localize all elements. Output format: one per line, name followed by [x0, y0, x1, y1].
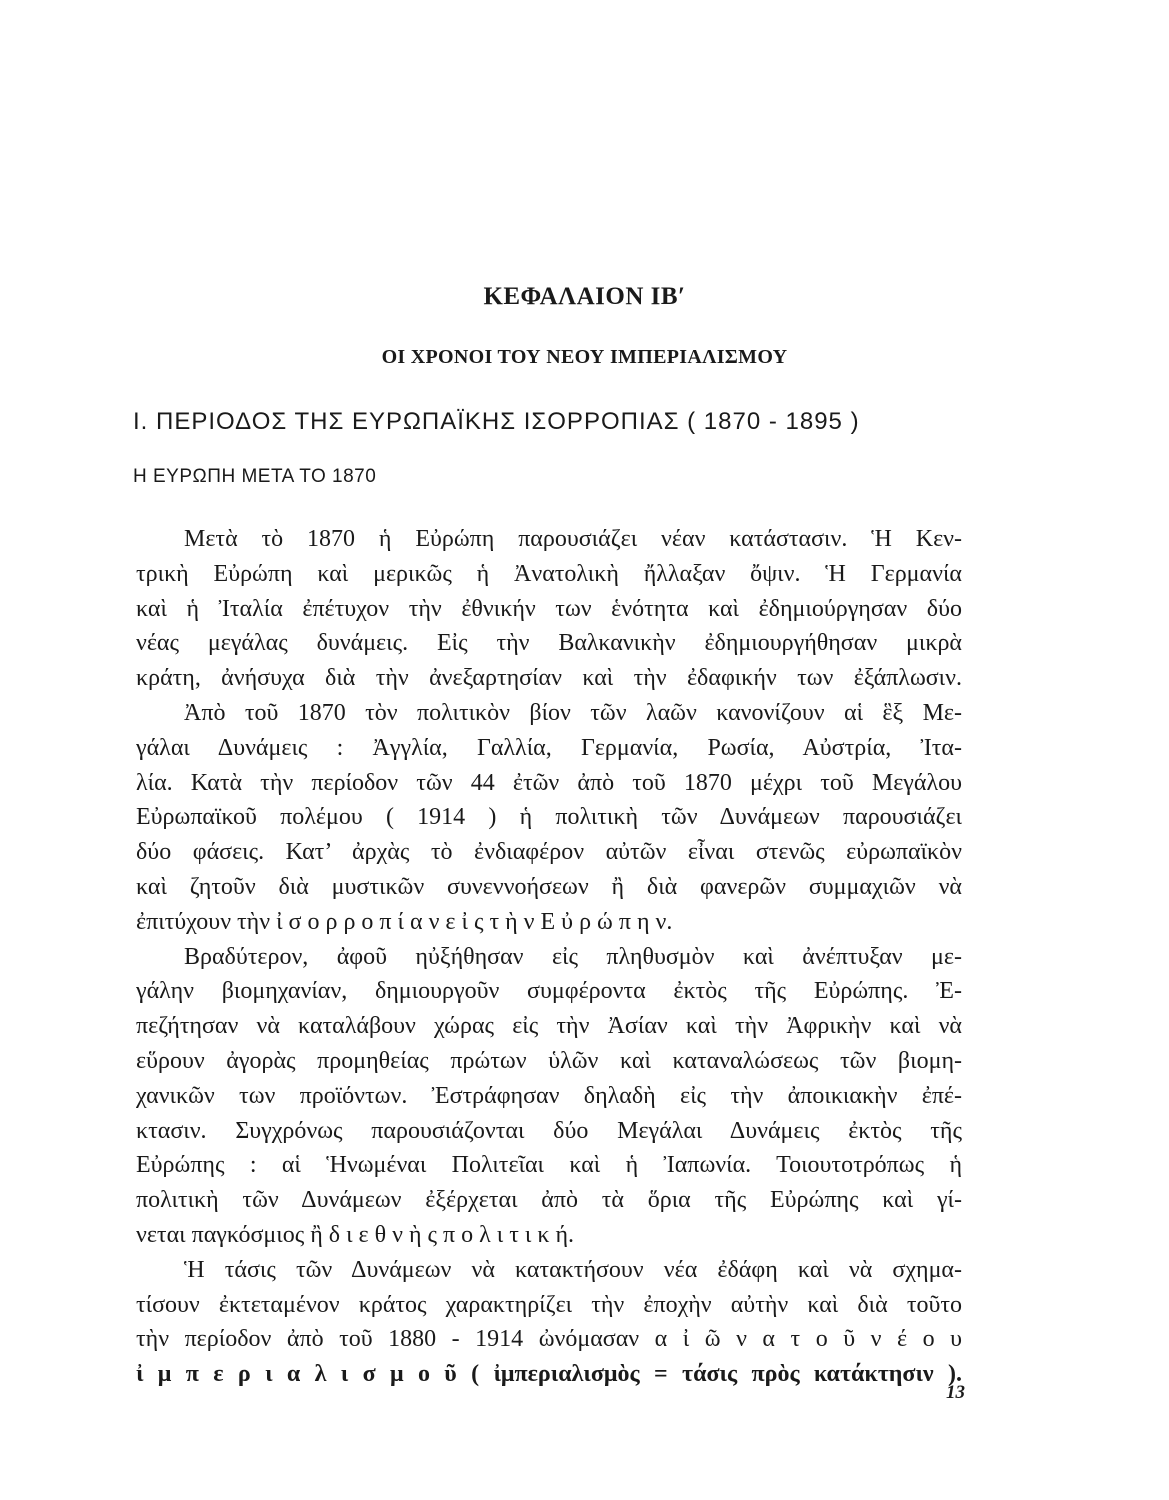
subsection-title: Η ΕΥΡΩΠΗ ΜΕΤΑ ΤΟ 1870: [133, 466, 377, 487]
page-number: 13: [946, 1382, 965, 1403]
text-line: πολιτικὴ τῶν Δυνάμεων ἐξέρχεται ἀπὸ τὰ ὅρια τῆς Εὐρώπης καὶ γί-: [136, 1187, 962, 1214]
text-line: Ἡ τάσις τῶν Δυνάμεων νὰ κατακτήσουν νέα ἐδάφη καὶ νὰ σχημα-: [184, 1256, 962, 1283]
text-line: γάλαι Δυνάμεις : Ἀγγλία, Γαλλία, Γερμανία, Ρωσία, Αὐστρία, Ἰτα-: [136, 734, 962, 761]
text-line: καὶ ἡ Ἰταλία ἐπέτυχον τὴν ἐθνικήν των ἑνότητα καὶ ἐδημιούργησαν δύο: [136, 595, 962, 622]
chapter-title: ΚΕΦΑΛΑΙΟΝ ΙΒ′: [483, 283, 686, 310]
text-line: τρικὴ Εὐρώπη καὶ μερικῶς ἡ Ἀνατολικὴ ἤλλαξαν ὄψιν. Ἡ Γερμανία: [136, 560, 962, 587]
body-text: [136, 522, 962, 1392]
text-line: καὶ ζητοῦν διὰ μυστικῶν συνεννοήσεων ἢ διὰ φανερῶν συμμαχιῶν νὰ: [136, 873, 962, 900]
text-line: τίσουν ἐκτεταμένον κράτος χαρακτηρίζει τὴν ἐποχὴν αὐτὴν καὶ διὰ τοῦτο: [136, 1291, 962, 1318]
text-line: εὕρουν ἀγορὰς προμηθείας πρώτων ὑλῶν καὶ καταναλώσεως τῶν βιομη-: [136, 1047, 962, 1074]
text-line: τὴν περίοδον ἀπὸ τοῦ 1880 - 1914 ὠνόμασαν α ἰ ῶ ν α τ ο ῦ ν έ ο υ: [136, 1326, 962, 1353]
text-line: πεζήτησαν νὰ καταλάβουν χώρας εἰς τὴν Ἀσίαν καὶ τὴν Ἀφρικὴν καὶ νὰ: [136, 1013, 962, 1040]
chapter-subtitle: ΟΙ ΧΡΟΝΟΙ ΤΟΥ ΝΕΟΥ ΙΜΠΕΡΙΑΛΙΣΜΟΥ: [381, 346, 788, 368]
text-line: νεται παγκόσμιος ἢ δ ι ε θ ν ὴ ς π ο λ ι τ ι κ ή.: [136, 1221, 574, 1248]
text-line: Μετὰ τὸ 1870 ἡ Εὐρώπη παρουσιάζει νέαν κατάστασιν. Ἡ Κεν-: [184, 526, 962, 552]
text-line: Εὐρώπης : αἱ Ἡνωμέναι Πολιτεῖαι καὶ ἡ Ἰαπωνία. Τοιουτοτρόπως ἡ: [136, 1152, 962, 1179]
section-title: Ι. ΠΕΡΙΟΔΟΣ ΤΗΣ ΕΥΡΩΠΑΪΚΗΣ ΙΣΟΡΡΟΠΙΑΣ ( 1870 - 1895 ): [133, 408, 860, 435]
text-line: κτασιν. Συγχρόνως παρουσιάζονται δύο Μεγάλαι Δυνάμεις ἐκτὸς τῆς: [136, 1117, 962, 1144]
text-line: ἐπιτύχουν τὴν ἰ σ ο ρ ρ ο π ί α ν ε ἰ ς τ ὴ ν Ε ὐ ρ ώ π η ν.: [136, 908, 673, 935]
text-line: λία. Κατὰ τὴν περίοδον τῶν 44 ἐτῶν ἀπὸ τοῦ 1870 μέχρι τοῦ Μεγάλου: [136, 769, 962, 796]
text-line: Βραδύτερον, ἀφοῦ ηὐξήθησαν εἰς πληθυσμὸν καὶ ἀνέπτυξαν με-: [184, 943, 962, 970]
text-line: κράτη, ἀνήσυχα διὰ τὴν ἀνεξαρτησίαν καὶ τὴν ἐδαφικήν των ἐξάπλωσιν.: [136, 665, 962, 692]
text-line: γάλην βιομηχανίαν, δημιουργοῦν συμφέροντα ἐκτὸς τῆς Εὐρώπης. Ἐ-: [136, 978, 962, 1005]
text-line: δύο φάσεις. Κατ’ ἀρχὰς τὸ ἐνδιαφέρον αὐτῶν εἶναι στενῶς εὐρωπαϊκὸν: [136, 839, 962, 866]
text-line: νέας μεγάλας δυνάμεις. Εἰς τὴν Βαλκανικὴν ἐδημιουργήθησαν μικρὰ: [136, 630, 962, 657]
text-line: Εὐρωπαϊκοῦ πολέμου ( 1914 ) ἡ πολιτικὴ τῶν Δυνάμεων παρουσιάζει: [136, 804, 962, 831]
text-line: χανικῶν των προϊόντων. Ἐστράφησαν δηλαδὴ εἰς τὴν ἀποικιακὴν ἐπέ-: [136, 1082, 962, 1109]
text-line: ἰ μ π ε ρ ι α λ ι σ μ ο ῦ ( ἰμπεριαλισμὸς = τάσις πρὸς κατάκτησιν ).: [136, 1361, 962, 1388]
text-line: Ἀπὸ τοῦ 1870 τὸν πολιτικὸν βίον τῶν λαῶν κανονίζουν αἱ ἓξ Με-: [184, 699, 962, 726]
